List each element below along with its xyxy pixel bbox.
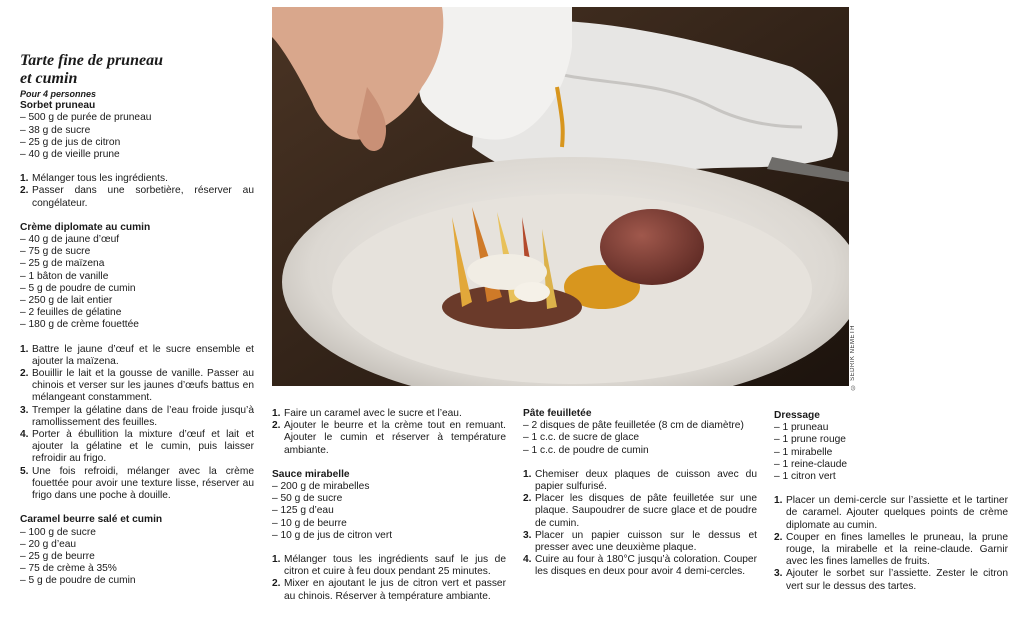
- step: [272, 420, 506, 457]
- ingredient: – 180 g de crème fouettée: [20, 319, 254, 331]
- column-4: [774, 410, 1008, 593]
- section-title-creme: Crème diplomate au cumin: [20, 221, 151, 233]
- step: [20, 405, 254, 429]
- step-text: Placer les disques de pâte feuilletée sur une plaque. Saupoudrer de sucre glace et de poudre de cumin.: [535, 493, 757, 529]
- dish-photo-illustration: [272, 7, 849, 386]
- title-line-1: Tarte fine de pruneau: [20, 52, 163, 69]
- ingredient-list-sorbet: [20, 112, 254, 161]
- dish-photo: [272, 7, 849, 386]
- ingredient: – 2 disques de pâte feuilletée (8 cm de diamètre): [523, 420, 757, 432]
- step-text: Faire un caramel avec le sucre et l’eau.: [284, 408, 462, 419]
- ingredient: – 5 g de poudre de cumin: [20, 575, 254, 587]
- step: [272, 578, 506, 602]
- step-text: Placer un demi-cercle sur l’assiette et le tartiner de caramel. Ajouter quelques points de crème diplomate au cumin.: [786, 495, 1008, 531]
- column-3: [523, 408, 757, 579]
- step-number: 4.: [523, 554, 532, 566]
- step-list-creme: [20, 344, 254, 503]
- ingredient: – 1 pruneau: [774, 422, 1008, 434]
- servings: Pour 4 personnes: [20, 89, 97, 99]
- step-number: 2.: [272, 578, 281, 590]
- step-number: 3.: [774, 568, 783, 580]
- column-2: [272, 408, 506, 603]
- ingredient: – 38 g de sucre: [20, 125, 254, 137]
- step-number: 1.: [272, 408, 281, 419]
- step: [20, 344, 254, 368]
- step-number: 5.: [20, 465, 29, 477]
- ingredient: – 1 c.c. de poudre de cumin: [523, 445, 757, 457]
- ingredient: – 40 g de vieille prune: [20, 149, 254, 161]
- ingredient: – 5 g de poudre de cumin: [20, 283, 254, 295]
- ingredient: – 10 g de beurre: [272, 518, 506, 530]
- ingredient: – 125 g d’eau: [272, 505, 506, 517]
- step-text: Couper en fines lamelles le pruneau, la prune rouge, la mirabelle et la reine-claude. Garnir avec les fines lamelles de fruits.: [786, 531, 1008, 568]
- step-text: Porter à ébullition la mixture d’œuf et lait et ajouter la gélatine et le cumin, puis laisser refroidir au frigo.: [32, 429, 254, 465]
- step-text: Une fois refroidi, mélanger avec la crème fouettée pour avoir une texture lisse, réserver au frigo dans une poche à douille.: [32, 465, 254, 502]
- ingredient: – 2 feuilles de gélatine: [20, 307, 254, 319]
- step: [774, 568, 1008, 592]
- step: [20, 429, 254, 466]
- ingredient: – 100 g de sucre: [20, 527, 254, 539]
- step: [272, 554, 506, 578]
- ingredient-list-creme: [20, 234, 254, 332]
- step: [20, 466, 254, 503]
- ingredient: – 10 g de jus de citron vert: [272, 530, 506, 542]
- ingredient: – 1 mirabelle: [774, 447, 1008, 459]
- step-number: 1.: [20, 173, 29, 185]
- step-number: 1.: [272, 554, 281, 566]
- ingredient-list-mirabelle: [272, 481, 506, 542]
- step: [523, 469, 757, 493]
- step: [523, 493, 757, 530]
- ingredient: – 25 g de beurre: [20, 551, 254, 563]
- step-list-sorbet: [20, 173, 254, 210]
- step-text: Mixer en ajoutant le jus de citron vert et passer au chinois. Réserver à température ambiante.: [284, 578, 506, 602]
- step-list-mirabelle: [272, 554, 506, 603]
- step-text: Mélanger tous les ingrédients.: [32, 173, 168, 185]
- step-number: 1.: [523, 468, 532, 480]
- step-text: Ajouter le sorbet sur l’assiette. Zester le citron vert sur le dessus des tartes.: [786, 568, 1008, 592]
- ingredient-list-caramel: [20, 527, 254, 588]
- ingredient: – 250 g de lait entier: [20, 295, 254, 307]
- ingredient: – 25 g de maïzena: [20, 258, 254, 270]
- step-list-dressage: [774, 495, 1008, 593]
- step-text: Battre le jaune d’œuf et le sucre ensemble et ajouter la maïzena.: [32, 343, 254, 367]
- step-number: 2.: [774, 531, 783, 543]
- step-number: 1.: [774, 495, 783, 507]
- ingredient-list-dressage: [774, 422, 1008, 483]
- ingredient: – 1 citron vert: [774, 471, 1008, 483]
- recipe-title: [20, 52, 254, 88]
- ingredient: – 75 de crème à 35%: [20, 563, 254, 575]
- step-number: 2.: [272, 420, 281, 432]
- column-left: [20, 52, 254, 588]
- ingredient: – 75 g de sucre: [20, 246, 254, 258]
- step: [20, 368, 254, 405]
- ingredient: – 200 g de mirabelles: [272, 481, 506, 493]
- section-title-sorbet: Sorbet pruneau: [20, 100, 96, 112]
- step-text: Ajouter le beurre et la crème tout en remuant. Ajouter le cumin et réserver à température ambiante.: [284, 420, 506, 456]
- step-number: 2.: [20, 368, 29, 380]
- step-number: 3.: [20, 404, 29, 416]
- photo-credit: © SEDRIK NEMETH: [850, 325, 856, 390]
- step-list-pate: [523, 469, 757, 579]
- section-title-caramel: Caramel beurre salé et cumin: [20, 514, 163, 526]
- section-title-pate: Pâte feuilletée: [523, 408, 592, 419]
- ingredient: – 50 g de sucre: [272, 493, 506, 505]
- step-text: Passer dans une sorbetière, réserver au congélateur.: [32, 185, 254, 209]
- step-number: 2.: [523, 493, 532, 505]
- step-list-caramel: [272, 408, 506, 457]
- step-number: 3.: [523, 529, 532, 541]
- step: [774, 532, 1008, 569]
- step-text: Mélanger tous les ingrédients sauf le jus de citron et cuire à feu doux pendant 25 minutes.: [284, 554, 506, 578]
- step-text: Cuire au four à 180°C jusqu’à coloration. Couper les disques en deux pour avoir 4 demi-cercles.: [535, 554, 757, 578]
- step-number: 1.: [20, 343, 29, 355]
- step: [774, 495, 1008, 532]
- ingredient: – 20 g d’eau: [20, 539, 254, 551]
- section-title-mirabelle: Sauce mirabelle: [272, 468, 350, 480]
- title-line-2: et cumin: [20, 70, 78, 87]
- step: [523, 554, 757, 578]
- ingredient: – 1 c.c. de sucre de glace: [523, 432, 757, 444]
- step: [20, 185, 254, 209]
- ingredient: – 40 g de jaune d’œuf: [20, 234, 254, 246]
- ingredient: – 500 g de purée de pruneau: [20, 112, 254, 124]
- step: [20, 173, 254, 185]
- step-text: Chemiser deux plaques de cuisson avec du papier sulfurisé.: [535, 468, 757, 493]
- ingredient: – 1 reine-claude: [774, 459, 1008, 471]
- step: [272, 408, 506, 420]
- step-text: Tremper la gélatine dans de l’eau froide jusqu’à ramollissement des feuilles.: [32, 404, 254, 428]
- step-number: 2.: [20, 185, 29, 197]
- step-text: Placer un papier cuisson sur le dessus et presser avec une deuxième plaque.: [535, 529, 757, 554]
- step-text: Bouillir le lait et la gousse de vanille. Passer au chinois et verser sur les jaunes d’œufs battus en mélangeant constamment.: [32, 368, 254, 404]
- step: [523, 530, 757, 554]
- ingredient: – 1 prune rouge: [774, 434, 1008, 446]
- section-title-dressage: Dressage: [774, 410, 820, 421]
- ingredient: – 1 bâton de vanille: [20, 271, 254, 283]
- step-number: 4.: [20, 429, 29, 441]
- ingredient: – 25 g de jus de citron: [20, 137, 254, 149]
- ingredient-list-pate: [523, 420, 757, 457]
